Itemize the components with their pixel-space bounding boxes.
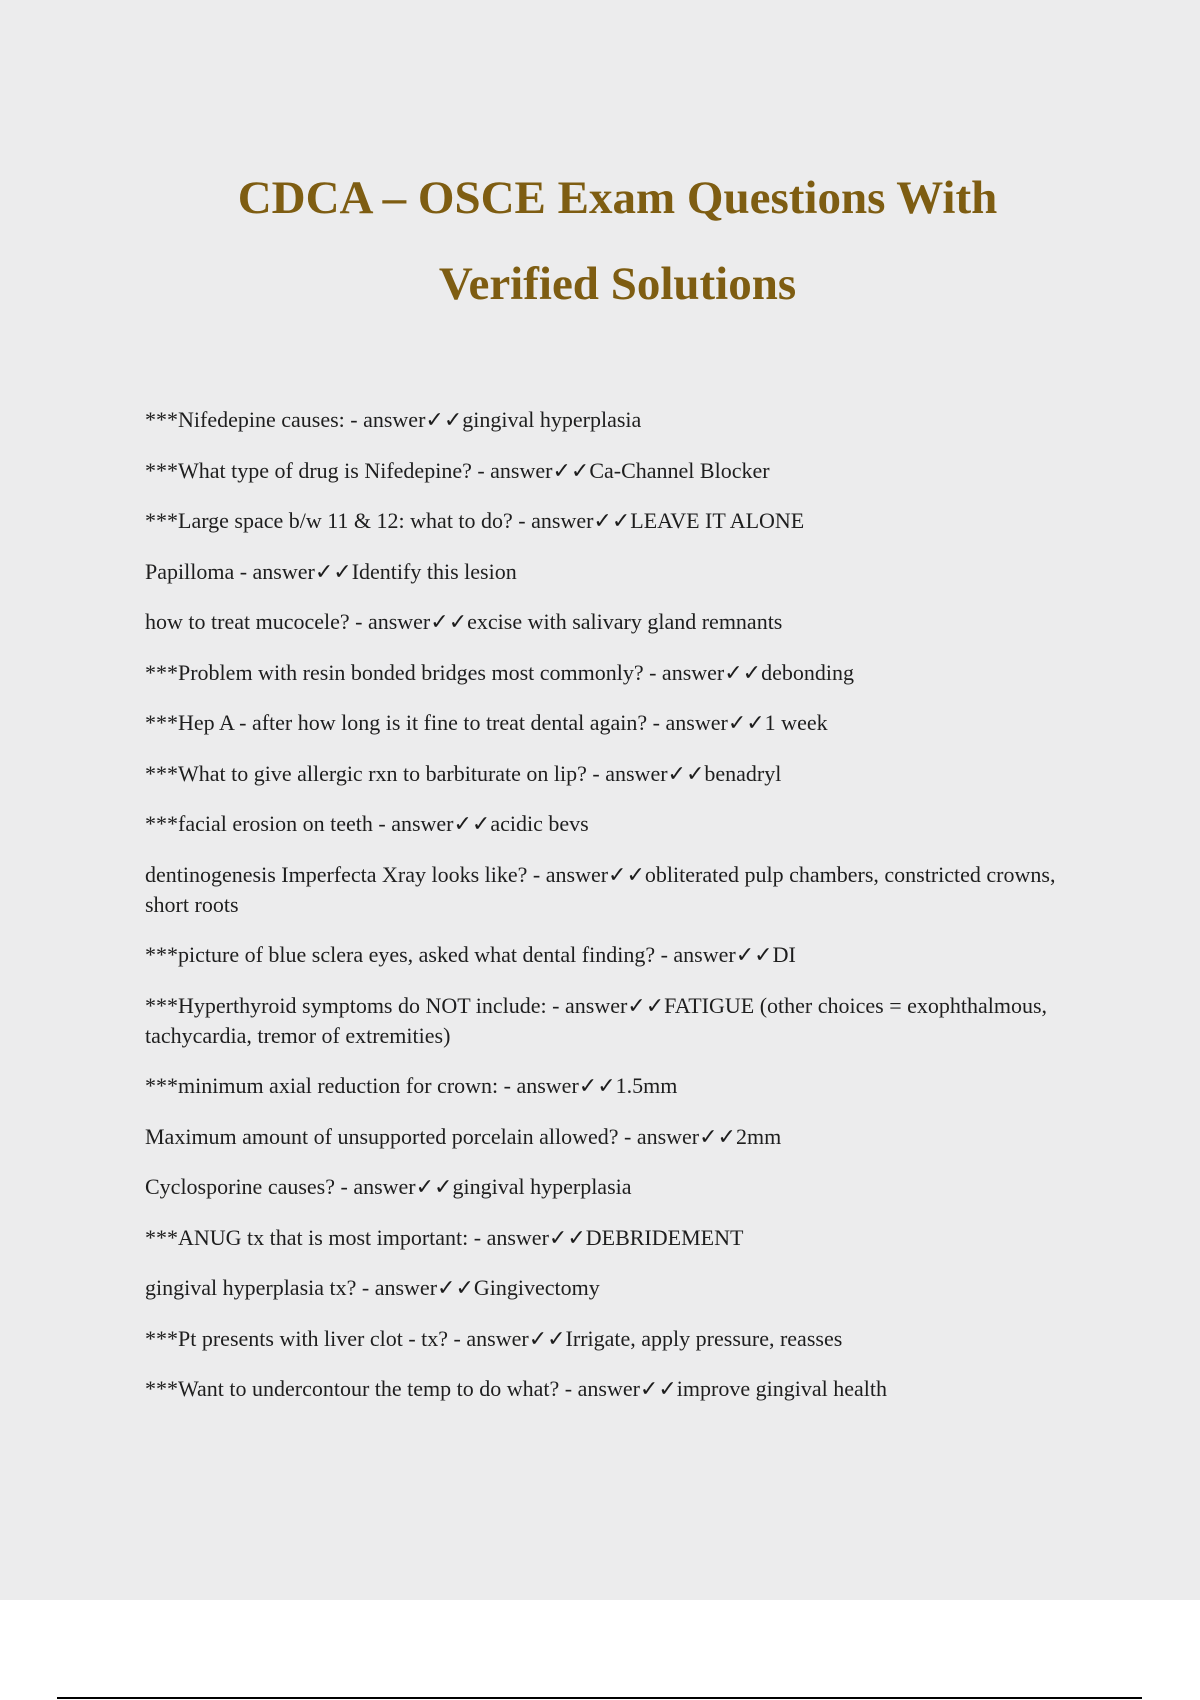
title-line-2: Verified Solutions: [438, 258, 797, 310]
qa-item: ***Hep A - after how long is it fine to treat dental again? - answer✓✓1 week: [145, 710, 828, 735]
qa-item: ***picture of blue sclera eyes, asked what dental finding? - answer✓✓DI: [145, 942, 796, 967]
qa-item: ***Nifedepine causes: - answer✓✓gingival hyperplasia: [145, 407, 642, 432]
qa-item: ***minimum axial reduction for crown: - answer✓✓1.5mm: [145, 1073, 678, 1098]
qa-item: ***What type of drug is Nifedepine? - answer✓✓Ca-Channel Blocker: [145, 457, 770, 483]
qa-item: ***Want to undercontour the temp to do what? - answer✓✓improve gingival health: [145, 1376, 887, 1401]
qa-item: gingival hyperplasia tx? - answer✓✓Gingivectomy: [145, 1275, 600, 1300]
qa-item: ***Hyperthyroid symptoms do NOT include: - answer✓✓FATIGUE (other choices = exophthalmous, tachycardia, tremor of extremities): [145, 992, 1048, 1048]
qa-item: ***ANUG tx that is most important: - answer✓✓DEBRIDEMENT: [145, 1224, 744, 1250]
title-line-1: CDCA – OSCE Exam Questions With: [237, 172, 998, 224]
qa-item: how to treat mucocele? - answer✓✓excise with salivary gland remnants: [145, 609, 783, 634]
qa-item: ***Pt presents with liver clot - tx? - answer✓✓Irrigate, apply pressure, reasses: [145, 1325, 843, 1351]
qa-item: Maximum amount of unsupported porcelain allowed? - answer✓✓2mm: [145, 1123, 782, 1149]
qa-list: [145, 405, 1085, 1425]
qa-item: Papilloma - answer✓✓Identify this lesion: [145, 558, 517, 584]
qa-item: Cyclosporine causes? - answer✓✓gingival hyperplasia: [145, 1174, 632, 1199]
qa-item: ***facial erosion on teeth - answer✓✓acidic bevs: [145, 811, 589, 836]
footer-rule: [57, 1697, 1142, 1699]
qa-item: dentinogenesis Imperfecta Xray looks like? - answer✓✓obliterated pulp chambers, constricted crowns, short roots: [145, 861, 1056, 917]
qa-item: ***What to give allergic rxn to barbiturate on lip? - answer✓✓benadryl: [145, 760, 782, 786]
qa-item: ***Problem with resin bonded bridges most commonly? - answer✓✓debonding: [145, 659, 854, 685]
page-footer: [0, 1600, 1200, 1700]
qa-item: ***Large space b/w 11 & 12: what to do? - answer✓✓LEAVE IT ALONE: [145, 508, 805, 533]
document-title: [0, 155, 1200, 327]
